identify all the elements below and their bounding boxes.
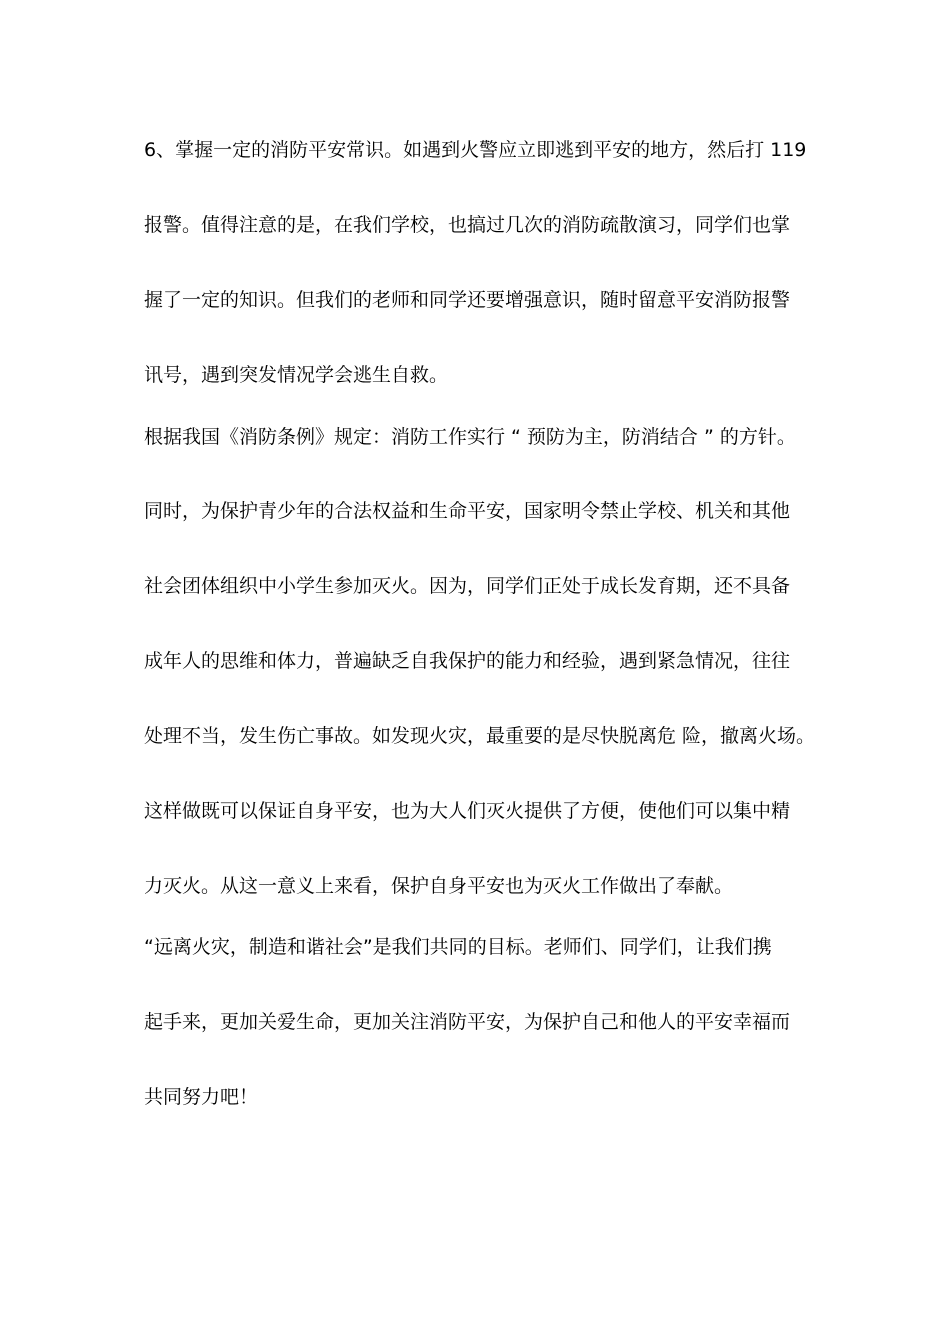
text-line: 社会团体组织中小学生参加灭火。因为，同学们正处于成长发育期，还不具备 (144, 575, 791, 597)
text-line: 处理不当，发生伤亡事故。如发现火灾，最重要的是尽快脱离危 险，撤离火场。 (144, 725, 816, 747)
text-line: 报警。值得注意的是，在我们学校，也搞过几次的消防疏散演习，同学们也掌 (144, 214, 791, 236)
text-line: 共同努力吧！ (144, 1086, 259, 1108)
text-line: 讯号，遇到突发情况学会逃生自救。 (144, 364, 449, 386)
text-line: 力灭火。从这一意义上来看，保护自身平安也为灭火工作做出了奉献。 (144, 875, 734, 897)
text-line: 握了一定的知识。但我们的老师和同学还要增强意识，随时留意平安消防报警 (144, 289, 791, 311)
text-line: 6、掌握一定的消防平安常识。如遇到火警应立即逃到平安的地方，然后打 119 (144, 139, 807, 161)
text-line: 同时，为保护青少年的合法权益和生命平安，国家明令禁止学校、机关和其他 (144, 500, 791, 522)
text-line: 这样做既可以保证自身平安，也为大人们灭火提供了方便，使他们可以集中精 (144, 800, 791, 822)
text-line: 根据我国《消防条例》规定：消防工作实行 “ 预防为主，防消结合 ” 的方针。 (144, 426, 796, 448)
text-line: 成年人的思维和体力，普遍缺乏自我保护的能力和经验，遇到紧急情况，往往 (144, 650, 791, 672)
text-line: “远离火灾，制造和谐社会”是我们共同的目标。老师们、同学们，让我们携 (144, 936, 772, 958)
text-line: 起手来，更加关爱生命，更加关注消防平安，为保护自己和他人的平安幸福而 (144, 1011, 791, 1033)
